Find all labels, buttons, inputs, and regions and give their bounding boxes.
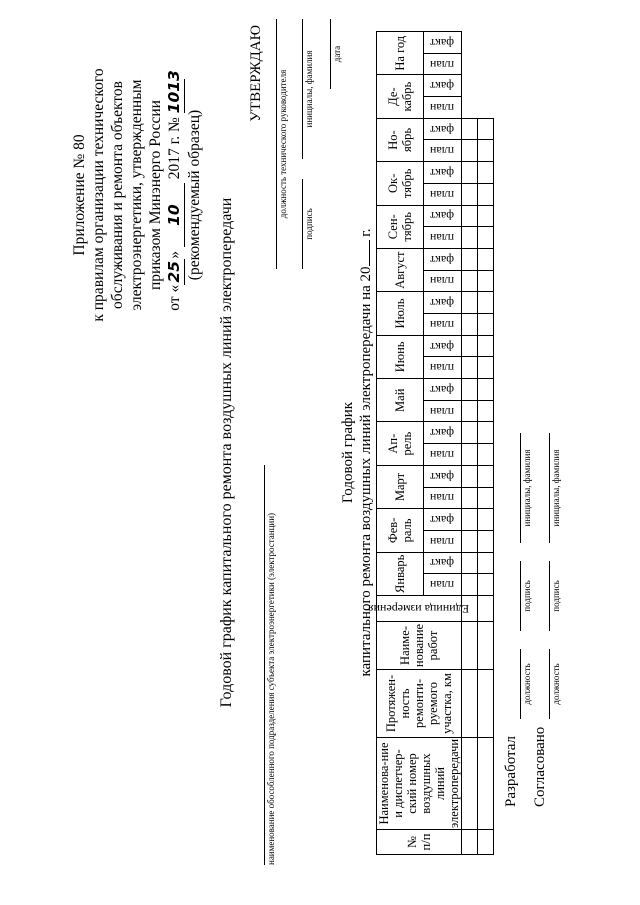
date-month: 10 [165, 183, 185, 247]
approval-signature-caption: подпись [304, 208, 314, 240]
fact-cell: факт [423, 118, 461, 140]
appendix-line-1: к правилам организации технического [90, 68, 107, 322]
month-header-5: Июнь [377, 335, 424, 378]
plan-cell: план [423, 314, 461, 336]
approval-header: УТВЕРЖДАЮ [248, 25, 264, 122]
plan-cell: план [423, 183, 461, 205]
agreed-signature-caption: подпись [551, 580, 561, 612]
agreed-name-line [549, 433, 550, 543]
date-number: 1013 [165, 70, 183, 114]
col-header-number: № п/п [377, 830, 462, 855]
schedule-year-suffix: г. [358, 228, 374, 237]
plan-cell: план [423, 530, 461, 552]
fact-cell: факт [423, 75, 461, 97]
agreed-signature-line [549, 561, 550, 631]
fact-cell: факт [423, 205, 461, 227]
plan-cell: план [423, 400, 461, 422]
month-header-12: На год [377, 32, 424, 75]
col-header-unit: Единица измерения [377, 596, 462, 622]
col-header-line-name: Наименова-ние и диспетчер-ский номер воздушных линий электропередачи [377, 738, 461, 829]
month-header-4: Май [377, 379, 424, 422]
col-header-work-name: Наиме-нование работ [377, 622, 462, 670]
approval-signature-line [302, 179, 303, 269]
fact-cell: факт [423, 32, 461, 54]
plan-cell: план [423, 444, 461, 466]
schedule-title: Годовой график [340, 401, 356, 504]
month-header-7: Август [377, 248, 424, 291]
fact-cell: факт [423, 162, 461, 184]
subdivision-caption: наименование обособленного подразделения субъекта электроэнергетики (электростанции) [266, 512, 276, 865]
sample-note: (рекомендуемый образец) [186, 109, 203, 281]
approval-name-line [302, 19, 303, 159]
fact-cell: факт [423, 465, 461, 487]
agreed-label: Согласовано [532, 726, 548, 807]
plan-cell: план [423, 487, 461, 509]
plan-cell: план [423, 140, 461, 162]
plan-cell: план [423, 270, 461, 292]
date-day: 25 [165, 259, 185, 285]
month-header-3: Ап-рель [377, 422, 424, 465]
fact-cell: факт [423, 552, 461, 574]
month-header-6: Июль [377, 292, 424, 335]
schedule-subtitle-line [358, 0, 375, 905]
developed-position-caption: должность [522, 663, 532, 705]
col-header-length: Протяжен-ность ремонти-руемого участка, км [377, 670, 462, 738]
month-header-8: Сен-тябрь [377, 205, 424, 248]
approval-position-line [276, 19, 277, 269]
agreed-position-caption: должность [551, 663, 561, 705]
agreed-position-line [549, 649, 550, 719]
approval-date-line [330, 19, 331, 89]
schedule-subtitle: капитального ремонта воздушных линий электропередачи на 20 [358, 266, 374, 677]
month-header-10: Но-ябрь [377, 118, 424, 161]
appendix-block [70, 5, 204, 385]
plan-cell: план [423, 227, 461, 249]
approval-position-caption: должность технического руководителя [278, 69, 288, 219]
developed-position-line [520, 649, 521, 719]
appendix-date-line: от «25» 10 2017 г. № 1013 [165, 70, 183, 311]
developed-signature-caption: подпись [522, 580, 532, 612]
developed-label: Разработал [503, 735, 519, 807]
fact-cell: факт [423, 422, 461, 444]
schedule-table [368, 31, 494, 855]
month-header-11: Де-кабрь [377, 75, 424, 118]
plan-cell: план [423, 53, 461, 75]
appendix-line-4: приказом Минэнерго России [147, 100, 164, 290]
approval-name-caption: инициалы, фамилия [304, 50, 314, 128]
month-header-9: Ок-тябрь [377, 162, 424, 205]
table-row [478, 32, 494, 855]
developed-name-caption: инициалы, фамилия [522, 449, 532, 527]
appendix-line-2: обслуживания и ремонта объектов [109, 81, 126, 309]
month-header-2: Март [377, 465, 424, 508]
subdivision-line [264, 465, 265, 865]
plan-cell: план [423, 574, 461, 596]
table-row [462, 32, 478, 855]
document-title: Годовой график капитального ремонта воздушных линий электропередачи [218, 197, 235, 708]
fact-cell: факт [423, 509, 461, 531]
fact-cell: факт [423, 292, 461, 314]
approval-date-caption: дата [332, 45, 342, 63]
agreed-name-caption: инициалы, фамилия [551, 449, 561, 527]
appendix-line-3: электроэнергетики, утвержденным [128, 79, 145, 311]
month-header-0: Январь [377, 552, 424, 595]
developed-name-line [520, 433, 521, 543]
plan-cell: план [423, 97, 461, 119]
fact-cell: факт [423, 379, 461, 401]
developed-signature-line [520, 561, 521, 631]
fact-cell: факт [423, 335, 461, 357]
appendix-title: Приложение № 80 [71, 134, 88, 256]
plan-cell: план [423, 357, 461, 379]
month-header-1: Фев-раль [377, 509, 424, 552]
fact-cell: факт [423, 248, 461, 270]
